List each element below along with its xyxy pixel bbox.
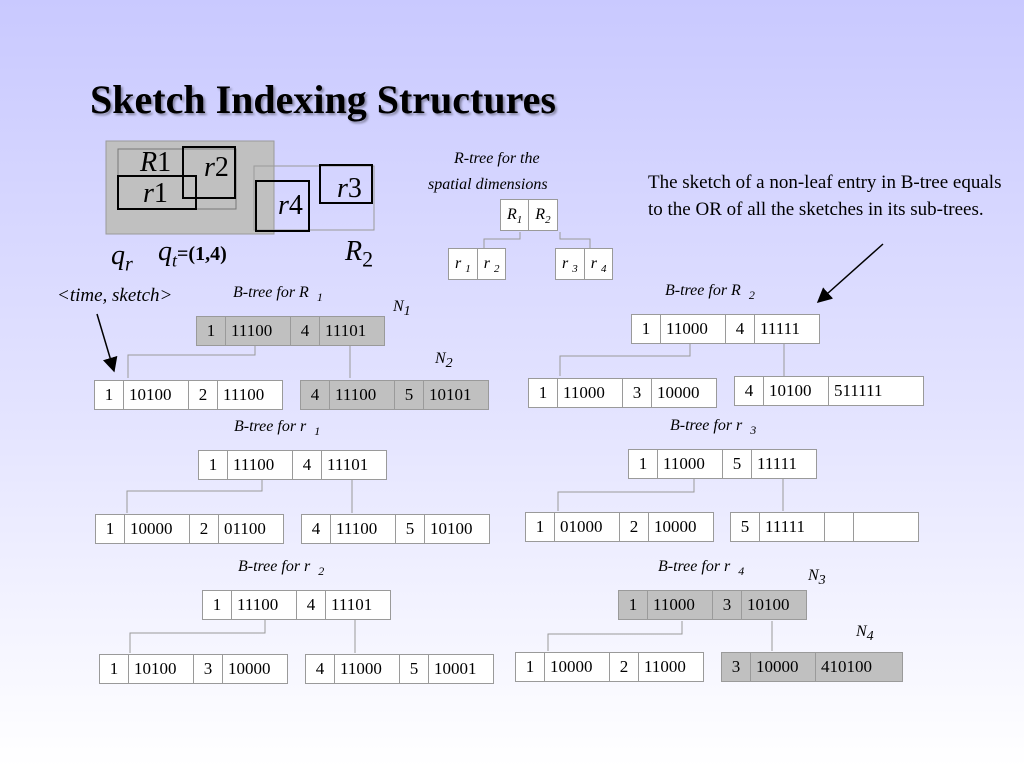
rtree-root: [500, 199, 558, 231]
btree-r1-left-cell-2: 10000: [125, 515, 190, 543]
btree-r1-left-cell-4: 01100: [224, 519, 266, 538]
btree-r1-left-cell-3: 2: [190, 515, 219, 543]
btree-r2-right-cell-1: 4: [306, 655, 335, 683]
btree-r2-caption: B-tree for r $_2$: [238, 558, 325, 579]
btree-R2-caption: B-tree for R $_2$: [665, 282, 755, 303]
R1-region: [106, 141, 274, 234]
rtree-caption-1: R-tree for the: [454, 150, 540, 167]
btree-r2-root-cell-4: 11101: [331, 595, 373, 614]
btree-r4-left-cell-3: 2: [610, 653, 639, 681]
btree-r3-caption: B-tree for r $_3$: [670, 417, 757, 438]
r3-label: r3: [337, 173, 362, 204]
btree-r4-right: [721, 652, 903, 682]
rtree-left-entry-1: r $_1$: [449, 249, 478, 279]
btree-R1-right-cell-3: 5: [395, 381, 424, 409]
r4-label: r4: [278, 190, 303, 221]
r1-label: r1: [143, 178, 168, 209]
node-N4-label: $N_4$: [856, 623, 874, 644]
btree-r1-right-cell-4: 10100: [430, 519, 473, 538]
btree-r3-left-cell-2: 01000: [555, 513, 620, 541]
node-N2-label: $N_2$: [435, 350, 453, 371]
btree-R2-root-cell-3: 4: [726, 315, 755, 343]
btree-r4-left-cell-1: 1: [516, 653, 545, 681]
btree-r2-right-cell-3: 5: [400, 655, 429, 683]
btree-r2-right-cell-2: 11000: [335, 655, 400, 683]
btree-r2-root-cell-1: 1: [203, 591, 232, 619]
rtree-caption-2: spatial dimensions: [428, 176, 548, 193]
btree-r2-left-cell-1: 1: [100, 655, 129, 683]
btree-r1-root-cell-4: 11101: [327, 455, 369, 474]
btree-R2-right-cell-2: 10100: [764, 377, 829, 405]
btree-R1-right-cell-1: 4: [301, 381, 330, 409]
rtree-right-entry-2: r $_4$: [590, 255, 607, 276]
btree-R1-left-cell-2: 10100: [124, 381, 189, 409]
btree-r1-root: [198, 450, 387, 480]
btree-r2-left-cell-4: 10000: [228, 659, 271, 678]
rtree-right-entry-1: r $_3$: [556, 249, 585, 279]
btree-r4-left: [515, 652, 704, 682]
btree-r4-root-cell-2: 11000: [648, 591, 713, 619]
btree-R1-root-cell-2: 11100: [226, 317, 291, 345]
btree-r3-right-cell-3: [825, 513, 854, 541]
btree-R2-root-cell-2: 11000: [661, 315, 726, 343]
btree-r3-right: [730, 512, 919, 542]
btree-r4-root-cell-1: 1: [619, 591, 648, 619]
btree-R1-root-cell-3: 4: [291, 317, 320, 345]
btree-R1-right-cell-4: 10101: [429, 385, 472, 404]
btree-r1-root-cell-2: 11100: [228, 451, 293, 479]
btree-R2-left: [528, 378, 717, 408]
btree-r2-right: [305, 654, 494, 684]
btree-r2-root-cell-3: 4: [297, 591, 326, 619]
page-title: Sketch Indexing Structures: [90, 77, 556, 122]
btree-r1-right-cell-3: 5: [396, 515, 425, 543]
btree-r4-root: [618, 590, 807, 620]
btree-r1-root-cell-3: 4: [293, 451, 322, 479]
rtree-root-entry-1: $R_1$: [501, 200, 529, 230]
btree-R2-right: [734, 376, 924, 406]
node-N3-label: $N_3$: [808, 567, 826, 588]
btree-r1-right: [301, 514, 490, 544]
btree-R1-left-cell-3: 2: [189, 381, 218, 409]
btree-r3-left-cell-1: 1: [526, 513, 555, 541]
rtree-root-entry-2: $R_2$: [535, 206, 551, 227]
btree-R2-left-cell-2: 11000: [558, 379, 623, 407]
btree-R1-right-cell-2: 11100: [330, 381, 395, 409]
btree-r2-root-cell-2: 11100: [232, 591, 297, 619]
btree-R1-root-cell-4: 11101: [325, 321, 367, 340]
btree-r2-left-cell-3: 3: [194, 655, 223, 683]
btree-r4-left-cell-2: 10000: [545, 653, 610, 681]
rtree-right-node: [555, 248, 613, 280]
btree-r2-right-cell-4: 10001: [434, 659, 477, 678]
btree-r1-left: [95, 514, 284, 544]
btree-R2-left-cell-3: 3: [623, 379, 652, 407]
btree-r4-right-cell-3: 410100: [821, 657, 872, 676]
btree-r3-left-cell-4: 10000: [654, 517, 697, 536]
btree-R2-left-cell-1: 1: [529, 379, 558, 407]
btree-r3-root-cell-2: 11000: [658, 450, 723, 478]
btree-r3-root: [628, 449, 817, 479]
rtree-left-entry-2: r $_2$: [483, 255, 500, 276]
btree-R2-root-cell-4: 11111: [760, 319, 800, 338]
btree-r3-left-cell-3: 2: [620, 513, 649, 541]
btree-r3-left: [525, 512, 714, 542]
or-sketch-note: The sketch of a non-leaf entry in B-tree equals to the OR of all the sketches in its sub-trees.: [648, 172, 1002, 220]
btree-R1-root-cell-1: 1: [197, 317, 226, 345]
qr-label: $q_r$: [111, 240, 133, 276]
btree-r2-left-cell-2: 10100: [129, 655, 194, 683]
time-sketch-arrow: [97, 314, 114, 371]
R1-label: R1: [140, 147, 172, 178]
btree-r4-root-cell-3: 3: [713, 591, 742, 619]
btree-R2-root: [631, 314, 820, 344]
btree-r1-right-cell-1: 4: [302, 515, 331, 543]
btree-r4-caption: B-tree for r $_4$: [658, 558, 745, 579]
btree-R2-left-cell-4: 10000: [657, 383, 700, 402]
btree-r3-root-cell-3: 5: [723, 450, 752, 478]
btree-r4-right-cell-1: 3: [722, 653, 751, 681]
btree-R1-left: [94, 380, 283, 410]
btree-r4-left-cell-4: 11000: [644, 657, 686, 676]
R2-label: $R_2$: [345, 236, 374, 272]
btree-r4-right-cell-2: 10000: [751, 653, 816, 681]
btree-r3-right-cell-1: 5: [731, 513, 760, 541]
btree-R1-left-cell-4: 11100: [223, 385, 265, 404]
btree-R2-right-cell-3: 511111: [834, 381, 883, 400]
btree-R2-root-cell-1: 1: [632, 315, 661, 343]
btree-r3-root-cell-1: 1: [629, 450, 658, 478]
note-arrow: [818, 244, 883, 302]
btree-r1-caption: B-tree for r $_1$: [234, 418, 321, 439]
r2-label: r2: [204, 152, 229, 183]
btree-R1-caption: B-tree for R $_1$: [233, 284, 323, 305]
btree-r2-root: [202, 590, 391, 620]
btree-r3-right-cell-4: [854, 513, 918, 541]
btree-R1-left-cell-1: 1: [95, 381, 124, 409]
node-N1-label: $N_1$: [393, 298, 411, 319]
btree-r3-right-cell-2: 11111: [760, 513, 825, 541]
rtree-left-node: [448, 248, 506, 280]
btree-r1-root-cell-1: 1: [199, 451, 228, 479]
btree-r2-left: [99, 654, 288, 684]
btree-R1-root: [196, 316, 385, 346]
btree-r1-right-cell-2: 11100: [331, 515, 396, 543]
btree-r1-left-cell-1: 1: [96, 515, 125, 543]
qt-label: $q_t=(1,4)$: [158, 236, 227, 271]
btree-r3-root-cell-4: 11111: [757, 454, 797, 473]
btree-r4-root-cell-4: 10100: [747, 595, 790, 614]
btree-R1-right: [300, 380, 489, 410]
time-sketch-label: <time, sketch>: [57, 285, 173, 306]
btree-R2-right-cell-1: 4: [735, 377, 764, 405]
